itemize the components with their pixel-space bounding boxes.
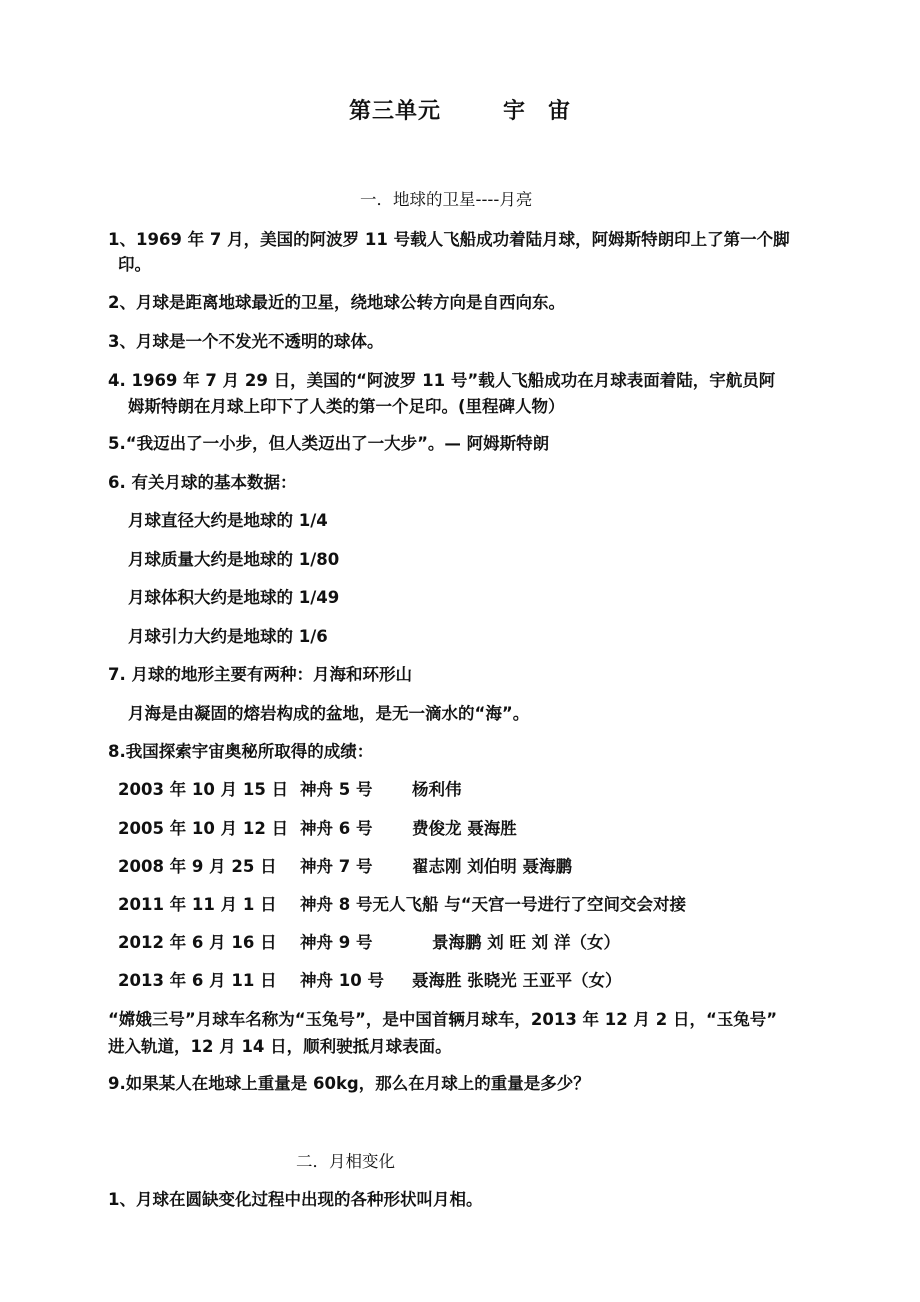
moon-data-mass: 月球质量大约是地球的 1/80: [128, 550, 340, 569]
moon-data-gravity: 月球引力大约是地球的 1/6: [128, 627, 328, 646]
mission-date: 2005 年 10 月 12 日: [118, 819, 289, 838]
item-7-detail: 月海是由凝固的熔岩构成的盆地，是无一滴水的“海”。: [128, 704, 530, 723]
mission-crew: 聂海胜 张晓光 王亚平（女）: [412, 971, 622, 990]
item-1-line-1: 1、1969 年 7 月，美国的阿波罗 11 号载人飞船成功着陆月球，阿姆斯特朗印上了第一个脚: [108, 230, 790, 249]
title-char-2: 宙: [548, 99, 572, 124]
title-unit: 第三单元: [348, 99, 441, 124]
mission-crew: 景海鹏 刘 旺 刘 洋（女）: [432, 933, 620, 952]
section-1-heading: 一．地球的卫星----月亮: [360, 190, 533, 209]
title-char-1: 宇: [502, 99, 526, 124]
mission-craft: 神舟 6 号: [300, 819, 373, 838]
item-9: 9.如果某人在地球上重量是 60kg，那么在月球上的重量是多少？: [108, 1074, 590, 1093]
item-1-line-2: 印。: [118, 255, 151, 274]
item-4-line-1: 4. 1969 年 7 月 29 日，美国的“阿波罗 11 号”载人飞船成功在月球表面着陆，宇航员阿: [108, 371, 776, 390]
page-title: [0, 96, 920, 128]
mission-date: 2008 年 9 月 25 日: [118, 857, 277, 876]
item-5: 5.“我迈出了一小步，但人类迈出了一大步”。— 阿姆斯特朗: [108, 434, 550, 453]
rover-line-1: “嫦娥三号”月球车名称为“玉兔号”，是中国首辆月球车，2013 年 12 月 2 日，“玉兔号”: [108, 1010, 778, 1029]
section-2-item-1: 1、月球在圆缺变化过程中出现的各种形状叫月相。: [108, 1190, 483, 1209]
item-4-line-2: 姆斯特朗在月球上印下了人类的第一个足印。(里程碑人物）: [128, 397, 565, 416]
item-7: 7. 月球的地形主要有两种：月海和环形山: [108, 665, 412, 684]
item-8: 8.我国探索宇宙奥秘所取得的成绩：: [108, 742, 374, 761]
mission-craft: 神舟 8 号无人飞船 与“天宫一号进行了空间交会对接: [300, 895, 687, 914]
item-3: 3、月球是一个不发光不透明的球体。: [108, 332, 384, 351]
section-2-heading: 二．月相变化: [296, 1152, 395, 1171]
mission-crew: 费俊龙 聂海胜: [412, 819, 517, 838]
moon-data-volume: 月球体积大约是地球的 1/49: [128, 588, 340, 607]
mission-craft: 神舟 10 号: [300, 971, 384, 990]
moon-data-diameter: 月球直径大约是地球的 1/4: [128, 511, 328, 530]
mission-date: 2013 年 6 月 11 日: [118, 971, 277, 990]
mission-craft: 神舟 5 号: [300, 780, 373, 799]
mission-craft: 神舟 9 号: [300, 933, 373, 952]
mission-date: 2003 年 10 月 15 日: [118, 780, 289, 799]
mission-date: 2012 年 6 月 16 日: [118, 933, 277, 952]
item-6: 6. 有关月球的基本数据：: [108, 473, 297, 492]
mission-craft: 神舟 7 号: [300, 857, 373, 876]
mission-crew: 杨利伟: [412, 780, 462, 799]
rover-line-2: 进入轨道，12 月 14 日，顺利驶抵月球表面。: [108, 1037, 452, 1056]
item-2: 2、月球是距离地球最近的卫星，绕地球公转方向是自西向东。: [108, 293, 565, 312]
mission-date: 2011 年 11 月 1 日: [118, 895, 277, 914]
mission-crew: 翟志刚 刘伯明 聂海鹏: [412, 857, 572, 876]
